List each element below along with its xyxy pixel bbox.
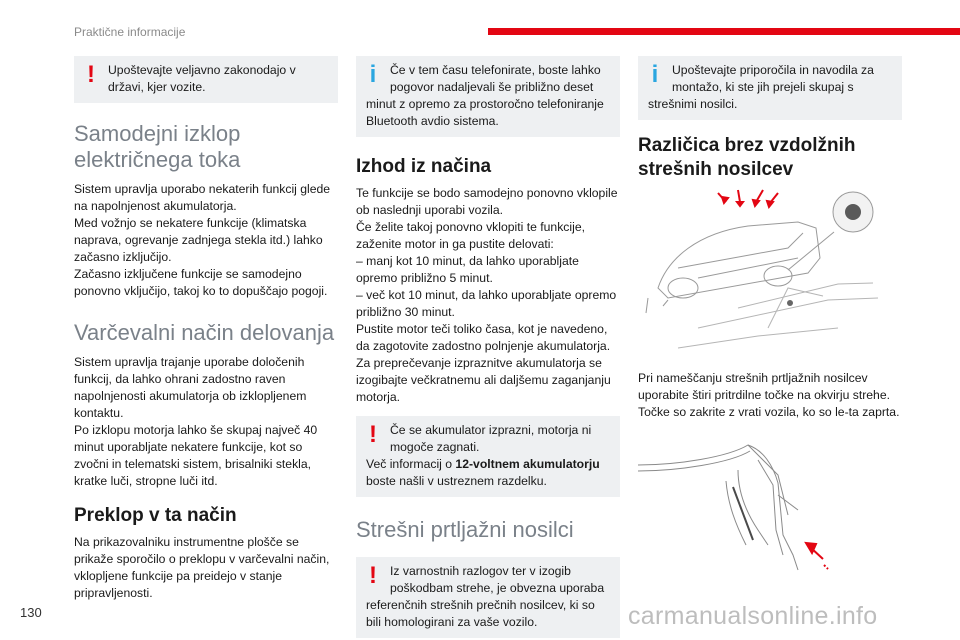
column-3: [638, 56, 902, 585]
info-icon: i: [651, 61, 659, 88]
note-text-first: Če v tem času telefonirate, boste lahko pogovor nadaljevali še približno deset: [390, 63, 601, 94]
info-note: [638, 56, 902, 120]
note-text-rest: referenčnih strešnih prečnih nosilcev, ki so bili homologirani za vaše vozilo.: [366, 598, 595, 629]
paragraph-switch-mode: Na prikazovalniku instrumentne plošče se prikaže sporočilo o preklopu v varčevalni način, vklopljene funkcije pa preidejo v stanje pripravljenosti.: [74, 535, 330, 600]
paragraph-auto-cutoff: Sistem upravlja uporabo nekaterih funkcij glede na napolnjenost akumulatorja. Med vožnjo se nekatere funkcije (klimatska naprava, ogrevanje zadnjega stekla itd.) lahko začasno izključijo. Začasno izključene funkcije se samodejno ponovno vključijo, takoj ko to dopuščajo pogoji.: [74, 182, 331, 298]
car-roof-illustration: [638, 188, 902, 358]
note-text-first: Upoštevajte priporočila in navodila za montažo, ki ste jih prejeli skupaj s: [672, 63, 874, 94]
battery-link-text: 12-voltnem akumulatorju: [455, 457, 600, 471]
note-text-first: Upoštevajte veljavno zakonodajo v: [108, 63, 296, 77]
page-number: 130: [20, 605, 42, 620]
door-frame-illustration: [638, 435, 902, 585]
warning-icon: !: [87, 61, 95, 88]
heading-economy-mode: Varčevalni način delovanja: [74, 320, 335, 345]
warning-note-roof: [356, 557, 620, 638]
note-text-rest: Več informacij o 12-voltnem akumulatorju boste našli v ustreznem razdelku.: [366, 457, 600, 488]
paragraph-economy-mode: Sistem upravlja trajanje uporabe določenih funkcij, da lahko ohrani zadostno raven napolnjenosti akumulatorja ob izklopljenem kontaktu. Po izklopu motorja lahko še skupaj največ 40 minut uporabljate nekatere funkcije, kot so zvočni in telematski sistem, brisalniki stekla, kratke luči, stropne luči itd.: [74, 355, 318, 488]
info-icon: i: [369, 61, 377, 88]
column-1: [74, 56, 338, 602]
note-text-first: Iz varnostnih razlogov ter v izogib poškodbam strehe, je obvezna uporaba: [390, 564, 605, 595]
section-title: Praktične informacije: [74, 25, 186, 39]
paragraph-mounting-points: Pri nameščanju strešnih prtljažnih nosilcev uporabite štiri pritrdilne točke na okvirju strehe. Točke so zakrite z vrati vozila, ko so le-ta zaprta.: [638, 371, 900, 419]
note-text-first: Če se akumulator izprazni, motorja ni mogoče zagnati.: [390, 423, 592, 454]
warning-icon: !: [369, 562, 377, 589]
heading-roof-racks: Strešni prtljažni nosilci: [356, 517, 574, 542]
heading-auto-cutoff: Samodejni izklop električnega toka: [74, 121, 241, 172]
note-text-rest: državi, kjer vozite.: [108, 80, 206, 94]
car-roof-svg: [638, 188, 902, 358]
note-text-rest: strešnimi nosilci.: [648, 97, 738, 111]
warning-icon: !: [369, 421, 377, 448]
paragraph-exit-mode: Te funkcije se bodo samodejno ponovno vklopile ob naslednji uporabi vozila. Če želite takoj ponovno vklopiti te funkcije, zaženite motor in ga pustite delovati: – manj kot 10 minut, da lahko uporabljate opremo približno 5 minut. – več kot 10 minut, da lahko uporabljate opremo približno 30 minut. Pustite motor teči toliko časa, kot je navedeno, da zagotovite zadostno polnjenje akumulatorja. Za preprečevanje izpraznitve akumulatorja se izogibajte večkratnemu ali daljšemu zaganjanju motorja.: [356, 186, 618, 404]
note-text-rest: minut z opremo za prostoročno telefoniranje Bluetooth avdio sistema.: [366, 97, 604, 128]
info-note: [356, 56, 620, 137]
warning-note: [74, 56, 338, 103]
heading-switch-mode: Preklop v ta način: [74, 505, 237, 526]
column-2: [356, 56, 620, 640]
heading-no-longitudinal-bars: Različica brez vzdolžnih strešnih nosilcev: [638, 135, 856, 180]
watermark: carmanualsonline.info: [628, 602, 878, 630]
door-frame-svg: [638, 435, 902, 585]
header-accent-bar: [488, 28, 960, 35]
warning-note-battery: [356, 416, 620, 497]
heading-exit-mode: Izhod iz načina: [356, 156, 492, 177]
